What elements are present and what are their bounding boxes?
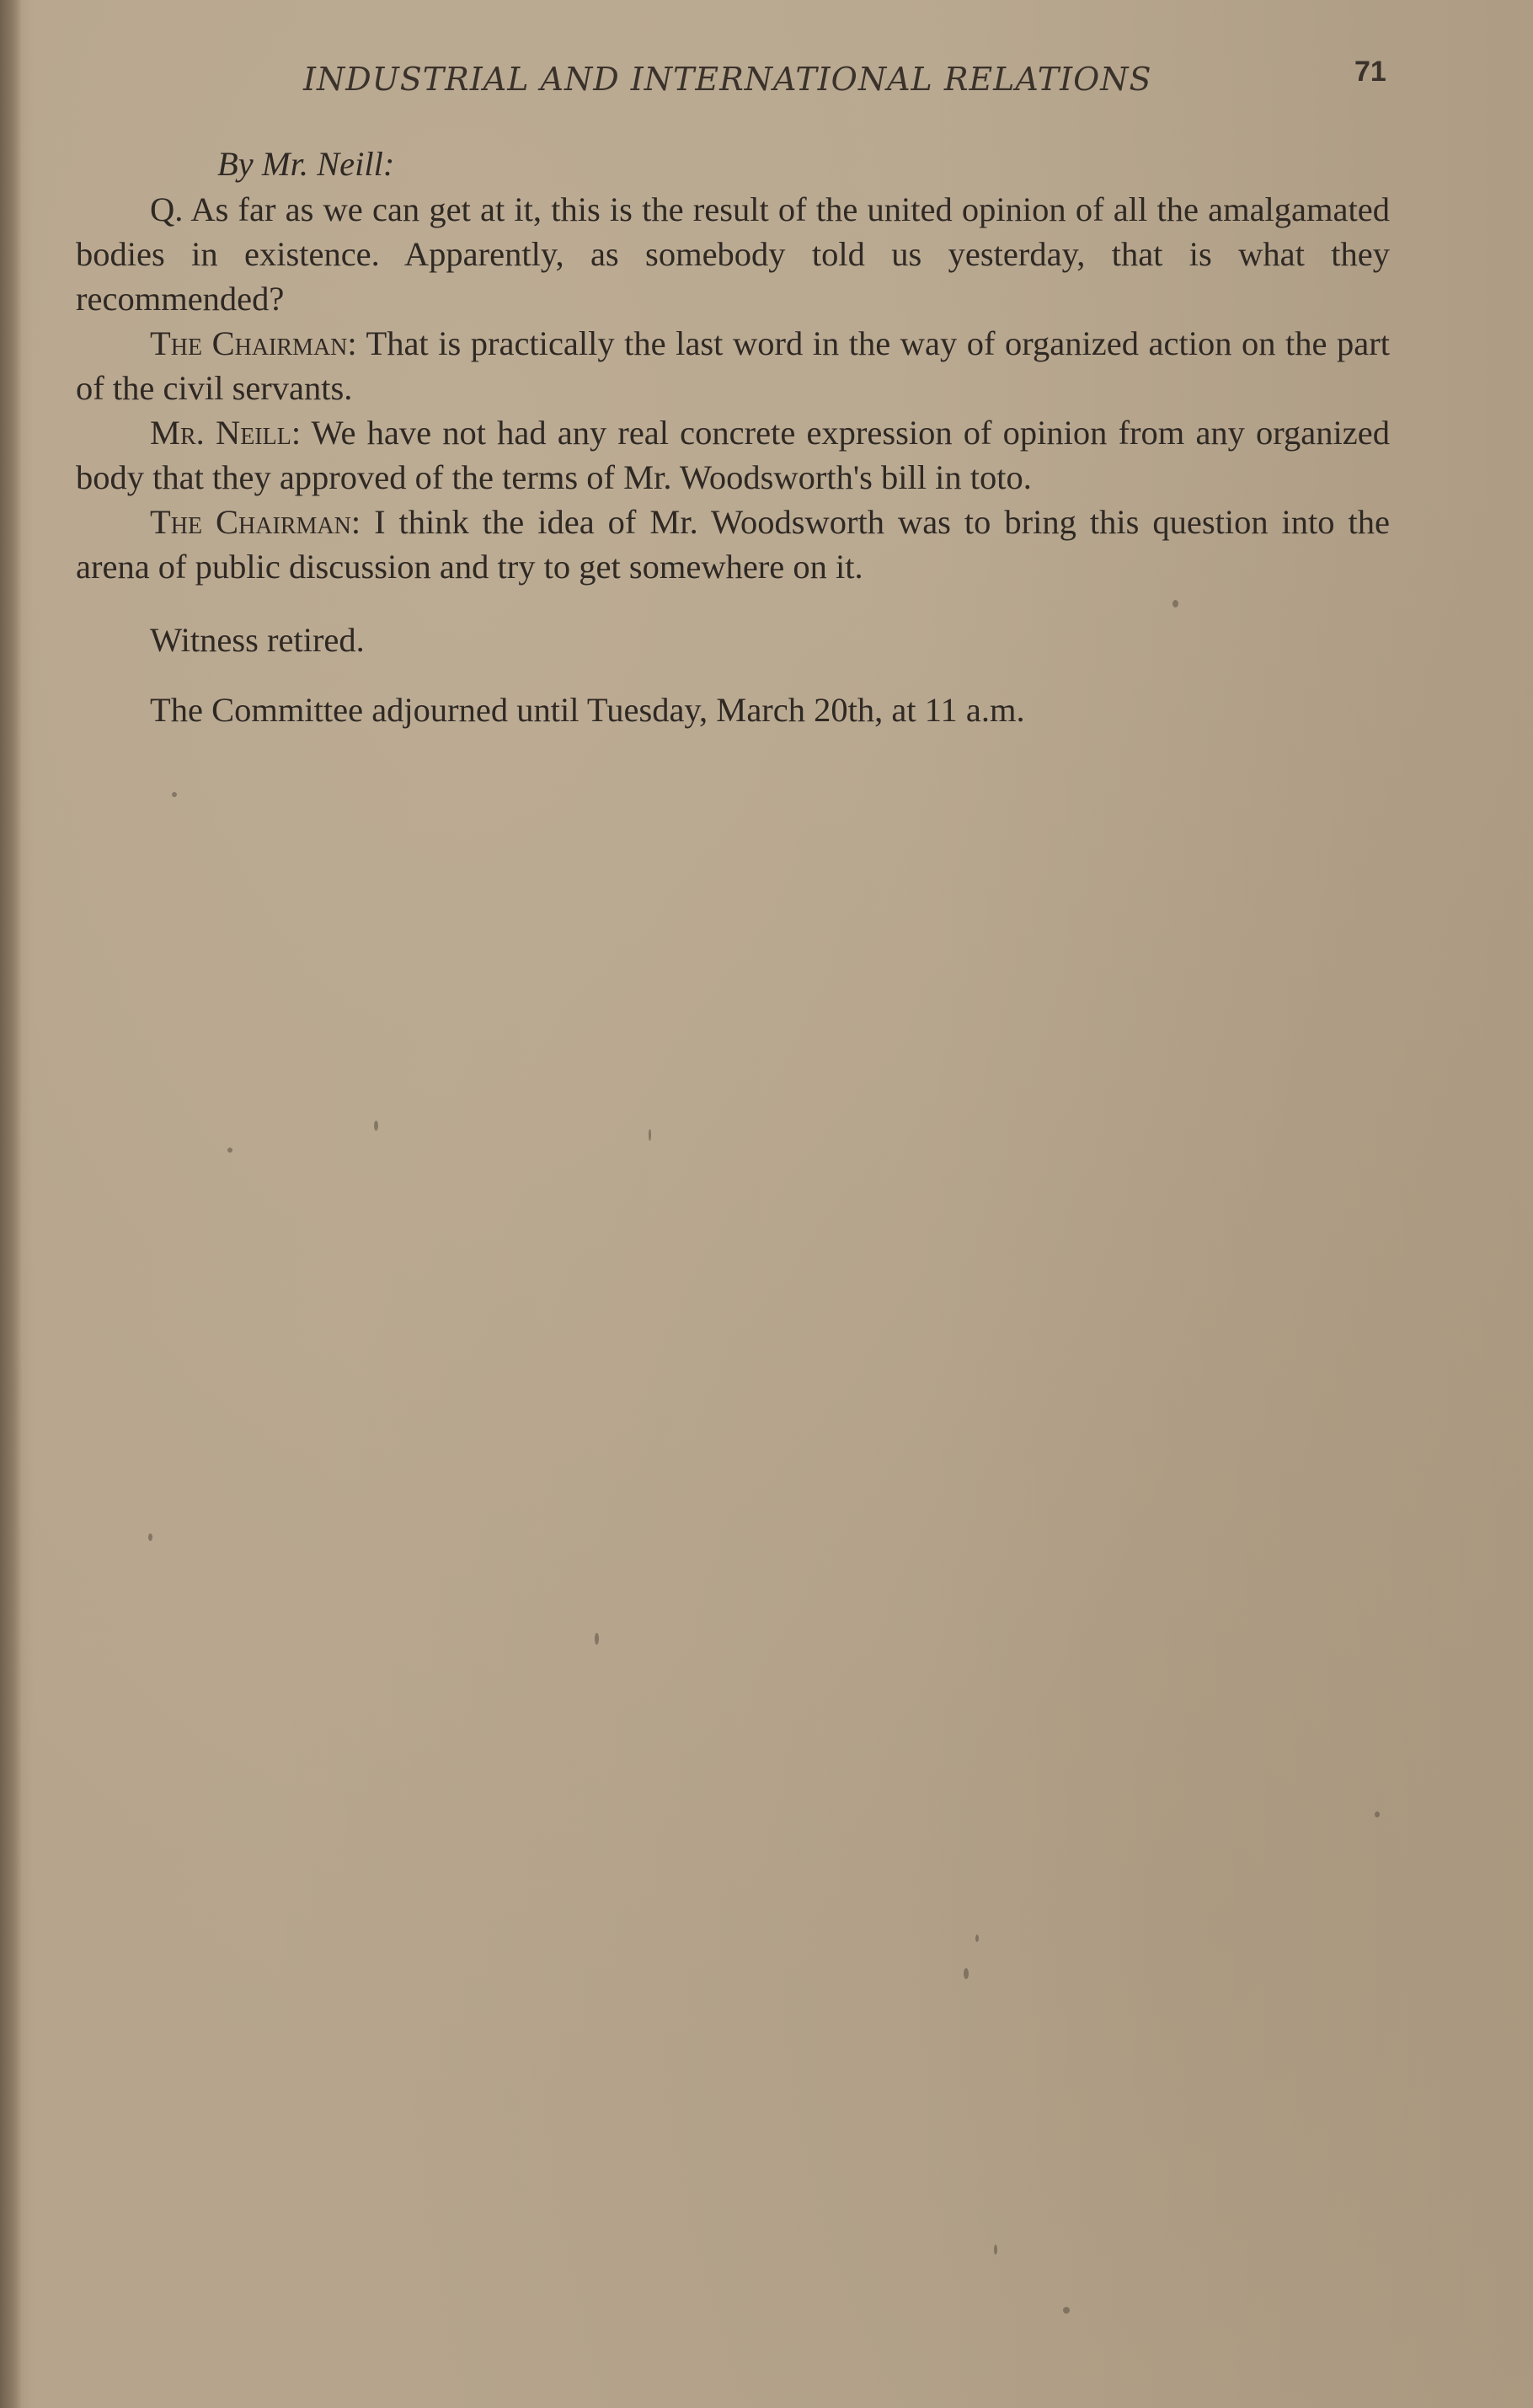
paragraph-text: We have not had any real concrete expression of opinion from any organized body that they approved of the terms of Mr. Woodsworth's bill in toto. <box>76 414 1390 496</box>
paper-speck <box>994 2245 997 2255</box>
paper-speck <box>1063 2307 1070 2314</box>
paper-speck <box>1375 1811 1380 1817</box>
neill-remark <box>76 410 1390 500</box>
binding-edge <box>0 0 22 2408</box>
running-title: INDUSTRIAL AND INTERNATIONAL RELATIONS <box>303 61 1152 98</box>
paper-speck <box>649 1129 651 1141</box>
paper-speck <box>227 1148 232 1153</box>
paragraph-text: That is practically the last word in the way of organized action on the part of the civil servants. <box>76 324 1390 407</box>
paper-speck <box>148 1533 152 1541</box>
paper-speck <box>172 792 177 797</box>
paper-speck <box>975 1934 979 1942</box>
question-paragraph <box>76 187 1390 321</box>
speaker-label: Mr. Neill: <box>150 414 302 452</box>
chairman-remark-1 <box>76 321 1390 410</box>
speaker-label: The Chairman: <box>150 324 357 362</box>
body-text <box>76 142 1390 732</box>
paper-speck <box>964 1968 969 1979</box>
paper-speck <box>374 1121 378 1131</box>
paper-speck <box>595 1633 599 1645</box>
paper-speck <box>1172 600 1178 607</box>
speaker-label: The Chairman: <box>150 503 361 541</box>
witness-retired-note: Witness retired. <box>150 621 365 659</box>
chairman-remark-2 <box>76 500 1390 589</box>
paragraph-text: Q. As far as we can get at it, this is the result of the united opinion of all the amalgamated bodies in existence. Apparently, as somebody told us yesterday, that is what they recommended? <box>76 190 1390 318</box>
adjournment-note: The Committee adjourned until Tuesday, March 20th, at 11 a.m. <box>150 691 1025 729</box>
paragraph-text: I think the idea of Mr. Woodsworth was to bring this question into the arena of public discussion and try to get somewhere on it. <box>76 503 1391 586</box>
examiner-heading: By Mr. Neill: <box>217 145 395 183</box>
page-number: 71 <box>1354 56 1386 88</box>
